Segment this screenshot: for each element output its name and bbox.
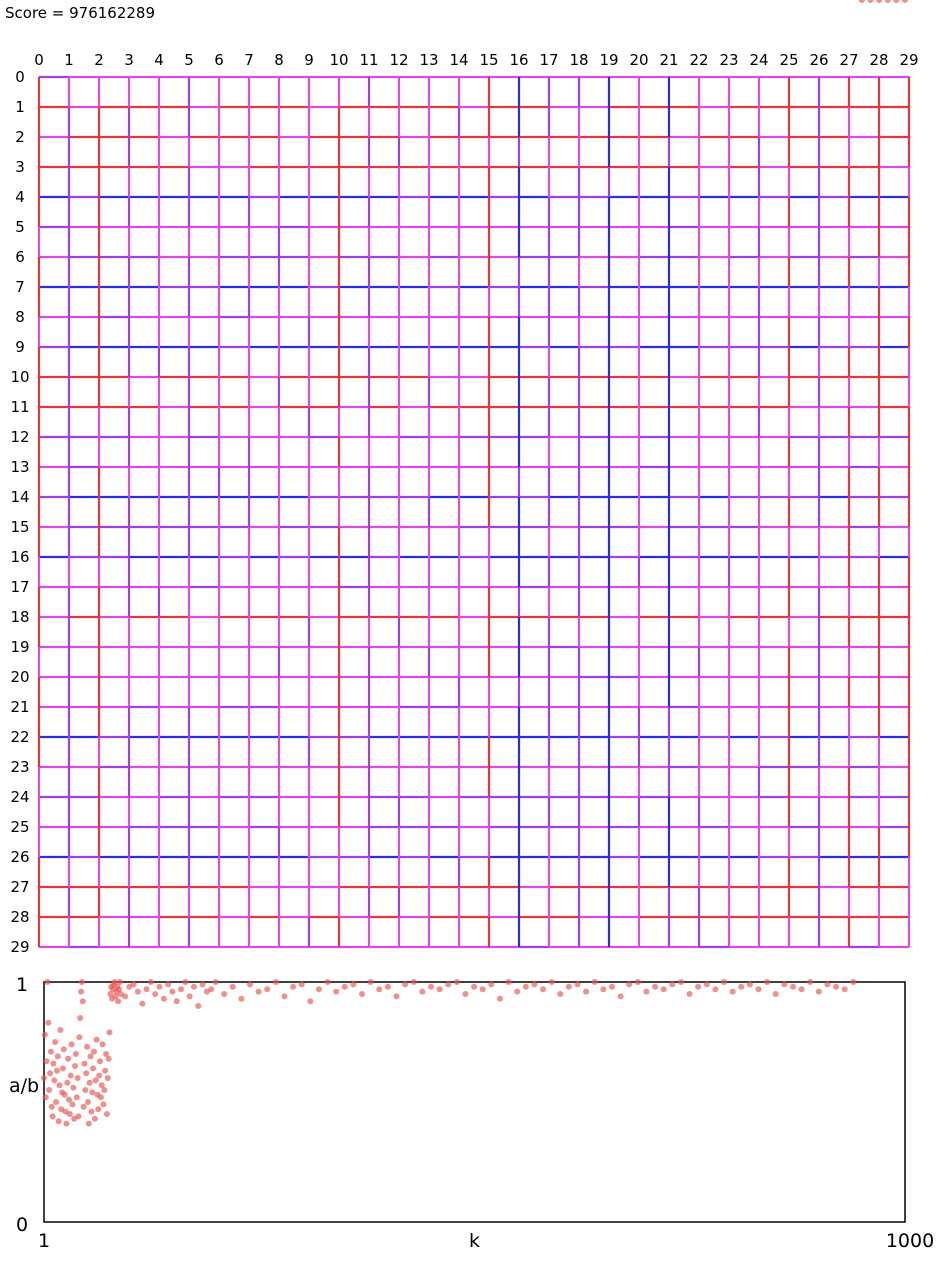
scatter-point — [350, 981, 356, 987]
score-text: Score = 976162289 — [5, 4, 156, 22]
scatter-point — [91, 1049, 97, 1055]
grid-x-tick-label: 19 — [599, 51, 619, 69]
scatter-point — [799, 986, 805, 992]
scatter-point — [53, 1099, 59, 1105]
scatter-point — [747, 981, 753, 987]
scatter-point — [144, 986, 150, 992]
scatter-point — [764, 979, 770, 985]
scatter-point — [122, 993, 128, 999]
scatter-point — [200, 981, 206, 987]
scatter-point — [63, 1121, 69, 1127]
scatter-point — [471, 984, 477, 990]
scatter-point — [54, 1068, 60, 1074]
scatter-point — [102, 1068, 108, 1074]
grid-x-tick-label: 5 — [184, 51, 194, 69]
scatter-point — [557, 991, 563, 997]
scatter-point — [85, 1099, 91, 1105]
grid-x-tick-label: 2 — [94, 51, 104, 69]
x-axis-label: k — [468, 1230, 481, 1252]
scatter-point — [385, 984, 391, 990]
grid-x-tick-label: 21 — [659, 51, 679, 69]
grid-y-tick-label: 17 — [10, 578, 30, 596]
scatter-point — [264, 986, 270, 992]
grid-x-tick-label: 8 — [274, 51, 284, 69]
scatter-point — [876, 0, 882, 3]
scatter-point — [247, 981, 253, 987]
scatter-point — [687, 991, 693, 997]
scatter-point — [52, 1039, 58, 1045]
scatter-point — [90, 1065, 96, 1071]
grid-y-tick-label: 9 — [15, 338, 25, 356]
scatter-point — [273, 979, 279, 985]
scatter-point — [635, 979, 641, 985]
scatter-point — [402, 981, 408, 987]
scatter-point — [661, 986, 667, 992]
scatter-point — [462, 991, 468, 997]
scatter-point — [41, 1075, 47, 1081]
scatter-point — [174, 998, 180, 1004]
scatter-point — [104, 1111, 110, 1117]
scatter-point — [195, 1003, 201, 1009]
scatter-point — [488, 981, 494, 987]
grid-x-tick-label: 13 — [419, 51, 439, 69]
grid-x-tick-label: 23 — [719, 51, 739, 69]
scatter-point — [101, 1087, 107, 1093]
scatter-point — [411, 979, 417, 985]
scatter-point — [93, 1077, 99, 1083]
scatter-point — [135, 989, 141, 995]
grid-y-tick-label: 18 — [10, 608, 30, 626]
scatter-point — [652, 984, 658, 990]
grid-x-tick-label: 22 — [689, 51, 709, 69]
grid-x-tick-label: 15 — [479, 51, 499, 69]
scatter-point — [165, 981, 171, 987]
scatter-point — [437, 986, 443, 992]
grid-x-tick-label: 7 — [244, 51, 254, 69]
grid-y-tick-label: 27 — [10, 878, 30, 896]
scatter-point — [712, 986, 718, 992]
scatter-point — [208, 986, 214, 992]
scatter-point — [76, 1034, 82, 1040]
scatter-point — [824, 981, 830, 987]
grid-y-tick-label: 26 — [10, 848, 30, 866]
scatter-point — [316, 986, 322, 992]
scatter-point — [106, 1056, 112, 1062]
grid-y-tick-label: 25 — [10, 818, 30, 836]
scatter-point — [643, 989, 649, 995]
scatter-point — [902, 0, 908, 3]
scatter-point — [75, 1075, 81, 1081]
grid-x-tick-label: 18 — [569, 51, 589, 69]
scatter-point — [566, 984, 572, 990]
grid-y-tick-label: 20 — [10, 668, 30, 686]
scatter-point — [359, 991, 365, 997]
grid-y-tick-label: 2 — [15, 128, 25, 146]
scatter-point — [50, 1061, 56, 1067]
scatter-point — [574, 981, 580, 987]
scatter-point — [81, 1104, 87, 1110]
x-tick-label-min: 1 — [37, 1230, 51, 1252]
scatter-point — [191, 984, 197, 990]
scatter-point — [213, 979, 219, 985]
scatter-point — [60, 1065, 66, 1071]
scatter-point — [807, 979, 813, 985]
scatter-point — [152, 991, 158, 997]
scatter-point — [72, 1063, 78, 1069]
grid-x-tick-label: 0 — [34, 51, 44, 69]
scatter-point — [62, 1092, 68, 1098]
scatter-point — [514, 989, 520, 995]
y-tick-label-min: 0 — [15, 1214, 29, 1236]
scatter-point — [678, 979, 684, 985]
scatter-point — [70, 1085, 76, 1091]
scatter-point — [540, 986, 546, 992]
scatter-point — [325, 979, 331, 985]
grid-y-tick-label: 1 — [15, 98, 25, 116]
scatter-point — [738, 984, 744, 990]
scatter-point — [178, 986, 184, 992]
scatter-point — [51, 1077, 57, 1083]
scatter-point — [43, 1094, 49, 1100]
scatter-point — [583, 989, 589, 995]
scatter-point — [78, 989, 84, 995]
grid-y-tick-label: 22 — [10, 728, 30, 746]
scatter-point — [80, 998, 86, 1004]
scatter-point — [669, 981, 675, 987]
scatter-point — [64, 1080, 70, 1086]
scatter-point — [55, 1053, 61, 1059]
grid-y-tick-label: 12 — [10, 428, 30, 446]
scatter-point — [376, 986, 382, 992]
scatter-point — [419, 989, 425, 995]
scatter-point — [57, 1027, 63, 1033]
grid-x-tick-label: 4 — [154, 51, 164, 69]
grid-y-tick-label: 28 — [10, 908, 30, 926]
grid-x-tick-label: 25 — [779, 51, 799, 69]
scatter-point — [230, 984, 236, 990]
scatter-point — [454, 979, 460, 985]
scatter-point — [394, 993, 400, 999]
scatter-point — [256, 989, 262, 995]
grid-x-tick-label: 14 — [449, 51, 469, 69]
scatter-point — [609, 984, 615, 990]
scatter-point — [57, 1082, 63, 1088]
grid-y-tick-label: 23 — [10, 758, 30, 776]
scatter-point — [790, 984, 796, 990]
scatter-point — [497, 996, 503, 1002]
scatter-point — [88, 1053, 94, 1059]
scatter-point — [893, 0, 899, 3]
grid-x-tick-label: 6 — [214, 51, 224, 69]
scatter-point — [755, 986, 761, 992]
scatter-point — [86, 1121, 92, 1127]
scatter-point — [161, 996, 167, 1002]
scatter-point — [82, 1061, 88, 1067]
scatter-point — [626, 981, 632, 987]
grid-y-tick-label: 4 — [15, 188, 25, 206]
scatter-point — [281, 993, 287, 999]
grid-x-tick-label: 27 — [839, 51, 859, 69]
scatter-point — [816, 989, 822, 995]
scatter-point — [531, 981, 537, 987]
grid-x-tick-label: 1 — [64, 51, 74, 69]
scatter-point — [50, 1113, 56, 1119]
grid-y-tick-label: 10 — [10, 368, 30, 386]
scatter-point — [46, 1087, 52, 1093]
scatter-point — [169, 989, 175, 995]
scatter-point — [44, 1058, 50, 1064]
grid-x-tick-label: 28 — [869, 51, 889, 69]
grid-y-tick-label: 16 — [10, 548, 30, 566]
scatter-point — [95, 1106, 101, 1112]
scatter-point — [148, 979, 154, 985]
scatter-point — [480, 986, 486, 992]
scatter-point — [49, 1104, 55, 1110]
scatter-point — [117, 979, 123, 985]
scatter-point — [290, 984, 296, 990]
scatter-point — [333, 989, 339, 995]
scatter-point — [842, 986, 848, 992]
grid-y-tick-label: 3 — [15, 158, 25, 176]
grid-y-tick-label: 5 — [15, 218, 25, 236]
grid-x-tick-label: 24 — [749, 51, 769, 69]
scatter-point — [187, 993, 193, 999]
scatter-point — [83, 1070, 89, 1076]
scatter-point — [96, 1073, 102, 1079]
grid-y-tick-label: 29 — [10, 938, 30, 956]
grid-x-tick-label: 10 — [329, 51, 349, 69]
grid-x-tick-label: 3 — [124, 51, 134, 69]
grid-y-tick-label: 13 — [10, 458, 30, 476]
scatter-point — [69, 1101, 75, 1107]
scatter-point — [618, 993, 624, 999]
scatter-point — [56, 1118, 62, 1124]
scatter-point — [721, 979, 727, 985]
scatter-point — [506, 979, 512, 985]
scatter-point — [859, 0, 865, 3]
scatter-point — [600, 986, 606, 992]
scatter-point — [730, 989, 736, 995]
scatter-point — [77, 1015, 83, 1021]
grid-y-tick-label: 11 — [10, 398, 30, 416]
scatter-point — [773, 991, 779, 997]
scatter-point — [45, 1020, 51, 1026]
scatter-point — [82, 1087, 88, 1093]
scatter-point — [75, 1113, 81, 1119]
scatter-point — [42, 1032, 48, 1038]
grid-x-tick-label: 29 — [899, 51, 919, 69]
grid-x-tick-label: 11 — [359, 51, 379, 69]
scatter-point — [221, 991, 227, 997]
scatter-point — [781, 981, 787, 987]
scatter-point — [89, 1089, 95, 1095]
scatter-point — [97, 1058, 103, 1064]
scatter-point — [850, 979, 856, 985]
scatter-point — [307, 998, 313, 1004]
scatter-point — [833, 984, 839, 990]
scatter-point — [115, 998, 121, 1004]
grid-x-tick-label: 16 — [509, 51, 529, 69]
scatter-point — [368, 979, 374, 985]
grid-x-tick-label: 9 — [304, 51, 314, 69]
scatter-point — [105, 1075, 111, 1081]
scatter-point — [66, 1097, 72, 1103]
y-axis-label: a/b — [8, 1075, 40, 1097]
scatter-point — [299, 981, 305, 987]
scatter-point — [74, 1094, 80, 1100]
scatter-plot — [9, 0, 934, 1252]
grid-y-tick-label: 15 — [10, 518, 30, 536]
scatter-point — [238, 996, 244, 1002]
grid-y-tick-label: 14 — [10, 488, 30, 506]
scatter-point — [342, 984, 348, 990]
scatter-point — [84, 1044, 90, 1050]
scatter-point — [65, 1056, 71, 1062]
scatter-point — [885, 0, 891, 3]
scatter-point — [92, 1116, 98, 1122]
grid-x-tick-label: 17 — [539, 51, 559, 69]
scatter-point — [98, 1094, 104, 1100]
scatter-point — [48, 1049, 54, 1055]
scatter-point — [868, 0, 874, 3]
scatter-point — [100, 1041, 106, 1047]
grid-y-tick-label: 0 — [15, 68, 25, 86]
scatter-point — [44, 979, 50, 985]
x-tick-label-max: 1000 — [885, 1230, 935, 1252]
scatter-point — [182, 979, 188, 985]
scatter-point — [88, 1109, 94, 1115]
scatter-point — [67, 1111, 73, 1117]
grid-heatmap — [39, 77, 909, 947]
scatter-point — [549, 979, 555, 985]
scatter-point — [139, 1001, 145, 1007]
scatter-point — [695, 984, 701, 990]
scatter-point — [79, 979, 85, 985]
grid-x-tick-label: 12 — [389, 51, 409, 69]
scatter-point — [69, 1041, 75, 1047]
scatter-point — [94, 1037, 100, 1043]
grid-tick-labels — [10, 51, 918, 956]
scatter-point — [131, 981, 137, 987]
scatter-point — [73, 1051, 79, 1057]
grid-y-tick-label: 19 — [10, 638, 30, 656]
scatter-point — [61, 1046, 67, 1052]
grid-y-tick-label: 24 — [10, 788, 30, 806]
grid-x-tick-label: 20 — [629, 51, 649, 69]
scatter-point — [47, 1070, 53, 1076]
scatter-point — [445, 981, 451, 987]
scatter-point — [704, 981, 710, 987]
grid-y-tick-label: 8 — [15, 308, 25, 326]
scatter-point — [68, 1073, 74, 1079]
y-tick-label-max: 1 — [15, 974, 29, 996]
grid-y-tick-label: 7 — [15, 278, 25, 296]
scatter-point — [592, 979, 598, 985]
scatter-point — [87, 1080, 93, 1086]
scatter-point — [428, 984, 434, 990]
grid-y-tick-label: 21 — [10, 698, 30, 716]
grid-x-tick-label: 26 — [809, 51, 829, 69]
scatter-point — [107, 1029, 113, 1035]
scatter-frame — [44, 982, 905, 1222]
grid-y-tick-label: 6 — [15, 248, 25, 266]
scatter-point — [100, 1101, 106, 1107]
scatter-point — [156, 984, 162, 990]
scatter-point — [523, 984, 529, 990]
